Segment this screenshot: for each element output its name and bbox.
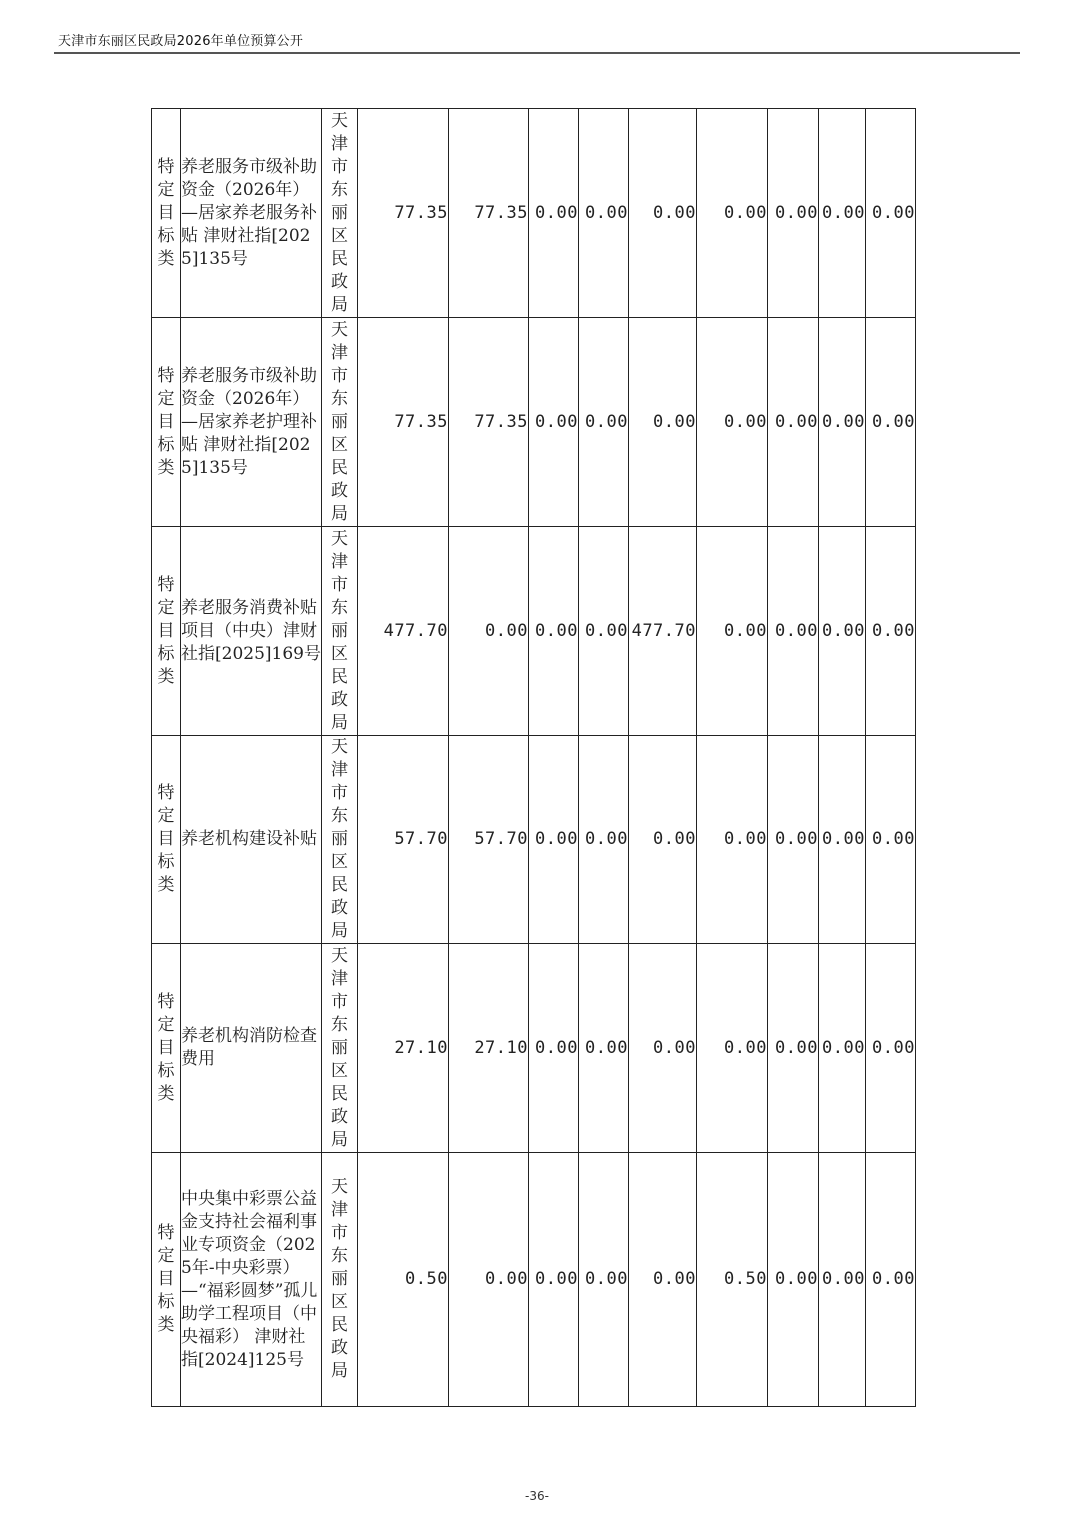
unit-cell (322, 736, 358, 944)
amount-cell: 0.00 (449, 1153, 529, 1407)
amount-cell: 57.70 (449, 736, 529, 944)
amount-cell: 57.70 (358, 736, 449, 944)
amount-cell: 0.00 (866, 1153, 916, 1407)
amount-cell: 0.00 (819, 944, 866, 1153)
amount-cell: 77.35 (449, 109, 529, 318)
amount-cell: 0.00 (819, 109, 866, 318)
amount-cell: 0.00 (768, 944, 819, 1153)
amount-cell: 0.00 (819, 736, 866, 944)
unit-cell (322, 1153, 358, 1407)
unit-cell (322, 944, 358, 1153)
amount-cell: 27.10 (449, 944, 529, 1153)
amount-cell: 0.00 (579, 318, 629, 527)
amount-cell: 0.00 (529, 736, 579, 944)
header-divider (54, 52, 1020, 54)
amount-cell: 0.00 (579, 944, 629, 1153)
project-name-cell: 养老机构消防检查费用 (181, 944, 322, 1153)
unit-text: 天津市东丽区民政局 (331, 110, 348, 315)
amount-cell: 0.00 (866, 944, 916, 1153)
category-cell (152, 527, 181, 736)
amount-cell: 0.00 (629, 1153, 697, 1407)
amount-cell: 0.00 (866, 318, 916, 527)
project-name-cell: 养老服务市级补助资金（2026年）—居家养老护理补贴 津财社指[2025]135号 (181, 318, 322, 527)
amount-cell: 0.00 (529, 1153, 579, 1407)
amount-cell: 0.00 (819, 527, 866, 736)
amount-cell: 27.10 (358, 944, 449, 1153)
table-row (152, 1153, 916, 1407)
amount-cell: 0.00 (579, 109, 629, 318)
amount-cell: 0.00 (579, 527, 629, 736)
category-text: 特定目标类 (157, 991, 175, 1104)
category-cell (152, 736, 181, 944)
unit-text: 天津市东丽区民政局 (331, 945, 348, 1150)
amount-cell: 0.00 (866, 736, 916, 944)
table-row (152, 944, 916, 1153)
unit-cell (322, 109, 358, 318)
project-name-cell: 养老服务市级补助资金（2026年）—居家养老服务补贴 津财社指[2025]135号 (181, 109, 322, 318)
amount-cell: 0.00 (629, 944, 697, 1153)
amount-cell: 0.00 (768, 109, 819, 318)
category-text: 特定目标类 (157, 156, 175, 269)
amount-cell: 0.00 (629, 109, 697, 318)
category-cell (152, 1153, 181, 1407)
category-cell (152, 944, 181, 1153)
amount-cell: 0.00 (768, 1153, 819, 1407)
amount-cell: 0.00 (529, 527, 579, 736)
category-text: 特定目标类 (157, 365, 175, 478)
table-row (152, 109, 916, 318)
category-text: 特定目标类 (157, 1223, 175, 1335)
amount-cell: 0.00 (866, 109, 916, 318)
unit-cell (322, 318, 358, 527)
amount-cell: 0.00 (768, 318, 819, 527)
amount-cell: 0.00 (819, 1153, 866, 1407)
project-name-cell: 养老机构建设补贴 (181, 736, 322, 944)
amount-cell: 0.00 (629, 318, 697, 527)
amount-cell: 0.00 (866, 527, 916, 736)
amount-cell: 0.00 (697, 527, 768, 736)
category-cell (152, 318, 181, 527)
table-row (152, 318, 916, 527)
amount-cell: 0.00 (579, 1153, 629, 1407)
amount-cell: 0.00 (529, 944, 579, 1153)
amount-cell: 0.00 (529, 109, 579, 318)
amount-cell: 0.00 (579, 736, 629, 944)
amount-cell: 0.00 (697, 944, 768, 1153)
amount-cell: 0.00 (819, 318, 866, 527)
category-text: 特定目标类 (157, 783, 175, 895)
amount-cell: 0.00 (697, 736, 768, 944)
amount-cell: 477.70 (358, 527, 449, 736)
amount-cell: 477.70 (629, 527, 697, 736)
document-header-title: 天津市东丽区民政局2026年单位预算公开 (58, 34, 304, 49)
amount-cell: 77.35 (358, 109, 449, 318)
amount-cell: 0.50 (697, 1153, 768, 1407)
unit-cell (322, 527, 358, 736)
category-text: 特定目标类 (157, 574, 175, 687)
page-number: -36- (525, 1489, 549, 1503)
amount-cell: 0.00 (768, 736, 819, 944)
amount-cell: 0.00 (697, 109, 768, 318)
amount-cell: 0.00 (529, 318, 579, 527)
unit-text: 天津市东丽区民政局 (331, 528, 348, 733)
unit-text: 天津市东丽区民政局 (331, 737, 348, 941)
amount-cell: 77.35 (358, 318, 449, 527)
amount-cell: 0.00 (629, 736, 697, 944)
table-body (152, 109, 916, 1407)
amount-cell: 0.00 (697, 318, 768, 527)
amount-cell: 0.50 (358, 1153, 449, 1407)
table-row (152, 527, 916, 736)
amount-cell: 0.00 (768, 527, 819, 736)
amount-cell: 0.00 (449, 527, 529, 736)
unit-text: 天津市东丽区民政局 (331, 1177, 348, 1381)
category-cell (152, 109, 181, 318)
amount-cell: 77.35 (449, 318, 529, 527)
unit-text: 天津市东丽区民政局 (331, 319, 348, 524)
budget-project-table (151, 108, 916, 1407)
project-name-cell: 养老服务消费补贴项目（中央）津财社指[2025]169号 (181, 527, 322, 736)
project-name-cell: 中央集中彩票公益金支持社会福利事业专项资金（2025年-中央彩票）—“福彩圆梦”孤儿助学工程项目（中央福彩） 津财社指[2024]125号 (181, 1153, 322, 1407)
table-row (152, 736, 916, 944)
